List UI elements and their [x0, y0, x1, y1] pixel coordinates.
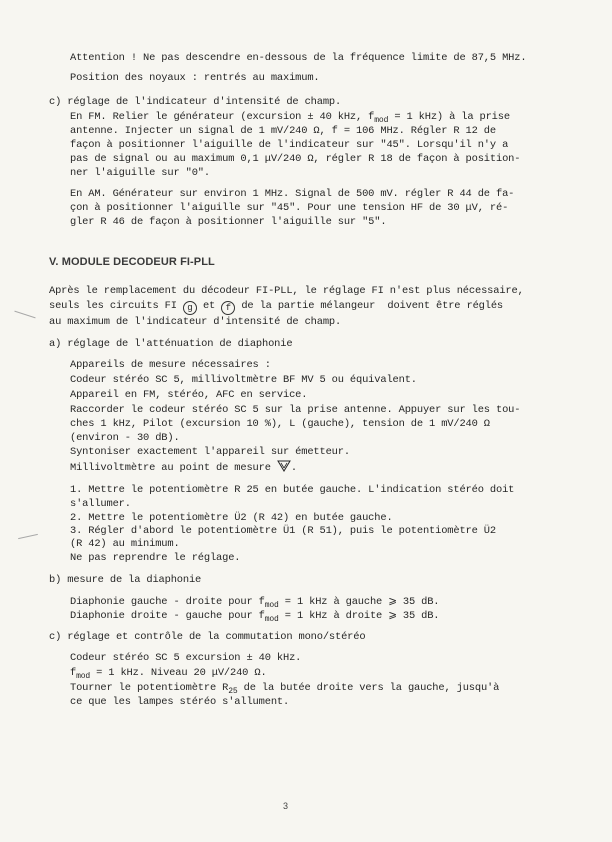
crosstalk-line-4: Raccorder le codeur stéréo SC 5 sur la prise antenne. Appuyer sur les tou-	[70, 404, 521, 416]
step-1-line-2: s'allumer.	[70, 498, 131, 510]
crosstalk-line-6: (environ - 30 dB).	[70, 432, 180, 444]
section-v-intro-1: Après le remplacement du décodeur FI-PLL, le réglage FI n'est plus nécessaire,	[49, 285, 524, 297]
crosstalk-line-5: ches 1 kHz, Pilot (excursion 10 %), L (gauche), tension de 1 mV/240 Ω	[70, 418, 490, 430]
mono-stereo-f: f	[70, 667, 77, 679]
step-1-line-1: 1. Mettre le potentiomètre R 25 en butée gauche. L'indication stéréo doit	[70, 484, 515, 496]
mono-stereo-line-2	[70, 667, 267, 683]
crosstalk-right-end: = 1 kHz à droite ⩾ 35 dB.	[278, 610, 440, 622]
crosstalk-left-text: Diaphonie gauche - droite pour f	[70, 596, 265, 608]
no-repeat-note: Ne pas reprendre le réglage.	[70, 552, 241, 564]
am-line-2: çon à positionner l'aiguille sur "45". Pour une tension HF de 30 μV, ré-	[70, 202, 509, 214]
fm-line-2: antenne. Injecter un signal de 1 mV/240 Ω, f = 106 MHz. Régler R 12 de	[70, 125, 496, 137]
millivoltmeter-text: Millivoltmètre au point de mesure	[70, 462, 277, 474]
step-3-line-1: 3. Régler d'abord le potentiomètre Ü1 (R 51), puis le potentiomètre Ü2	[70, 525, 496, 537]
step-2: 2. Mettre le potentiomètre Ü2 (R 42) en butée gauche.	[70, 512, 393, 524]
crosstalk-right-left	[70, 610, 439, 626]
section-v-intro-2	[49, 300, 503, 315]
crosstalk-line-1: Appareils de mesure nécessaires :	[70, 359, 271, 371]
margin-mark	[18, 534, 38, 539]
field-indicator-title: c) réglage de l'indicateur d'intensité de champ.	[49, 96, 342, 108]
millivoltmeter-period: .	[290, 462, 297, 474]
intro-2-text-a: seuls les circuits FI	[49, 300, 183, 312]
fm-line-1-text: En FM. Relier le générateur (excursion ± 40 kHz, f	[70, 111, 375, 123]
fm-line-4: pas de signal ou au maximum 0,1 μV/240 Ω, régler R 18 de façon à position-	[70, 153, 521, 165]
margin-mark	[14, 311, 35, 319]
circuit-f-icon: f	[221, 301, 235, 315]
fmod-subscript: mod	[374, 116, 389, 125]
crosstalk-left-end: = 1 kHz à gauche ⩾ 35 dB.	[278, 596, 440, 608]
am-line-1: En AM. Générateur sur environ 1 MHz. Signal de 500 mV. régler R 44 de fa-	[70, 188, 515, 200]
step-3-line-2: (R 42) au minimum.	[70, 538, 180, 550]
section-v-intro-3: au maximum de l'indicateur d'intensité de champ.	[49, 316, 342, 328]
mono-stereo-turn-end: de la butée droite vers la gauche, jusqu'à	[237, 682, 500, 694]
mono-stereo-line-4: ce que les lampes stéréo s'allument.	[70, 696, 290, 708]
mono-stereo-level: = 1 kHz. Niveau 20 μV/240 Ω.	[90, 667, 267, 679]
measure-point-icon	[277, 460, 291, 472]
crosstalk-line-7: Syntoniser exactement l'appareil sur émetteur.	[70, 446, 350, 458]
mono-stereo-turn: Tourner le potentiomètre R	[70, 682, 229, 694]
crosstalk-measure-title: b) mesure de la diaphonie	[49, 574, 202, 586]
crosstalk-right-text: Diaphonie droite - gauche pour f	[70, 610, 265, 622]
millivoltmeter-line	[70, 460, 297, 475]
crosstalk-right-sub: mod	[264, 615, 279, 624]
fm-line-1-end: = 1 kHz) à la prise	[388, 111, 510, 123]
mono-stereo-sub: mod	[76, 672, 91, 681]
page-number: 3	[283, 801, 289, 811]
section-heading: V. MODULE DECODEUR FI-PLL	[49, 256, 215, 268]
mono-stereo-title: c) réglage et contrôle de la commutation mono/stéréo	[49, 631, 366, 643]
am-line-3: gler R 46 de façon à positionner l'aiguille sur "5".	[70, 216, 387, 228]
fm-line-5: ner l'aiguille sur "0".	[70, 167, 210, 179]
crosstalk-left-sub: mod	[264, 601, 279, 610]
core-position-note: Position des noyaux : rentrés au maximum.	[70, 72, 320, 84]
intro-2-text-c: de la partie mélangeur doivent être réglés	[235, 300, 503, 312]
crosstalk-line-2: Codeur stéréo SC 5, millivoltmètre BF MV 5 ou équivalent.	[70, 374, 417, 386]
crosstalk-line-3: Appareil en FM, stéréo, AFC en service.	[70, 389, 308, 401]
attention-note: Attention ! Ne pas descendre en-dessous de la fréquence limite de 87,5 MHz.	[70, 52, 527, 64]
intro-2-text-b: et	[196, 300, 222, 312]
crosstalk-title: a) réglage de l'atténuation de diaphonie	[49, 338, 293, 350]
mono-stereo-line-1: Codeur stéréo SC 5 excursion ± 40 kHz.	[70, 652, 302, 664]
circuit-g-icon: g	[183, 301, 197, 315]
fm-line-3: façon à positionner l'aiguille de l'indicateur sur "45". Lorsqu'il n'y a	[70, 139, 509, 151]
mono-stereo-r-sub: 25	[228, 687, 238, 696]
